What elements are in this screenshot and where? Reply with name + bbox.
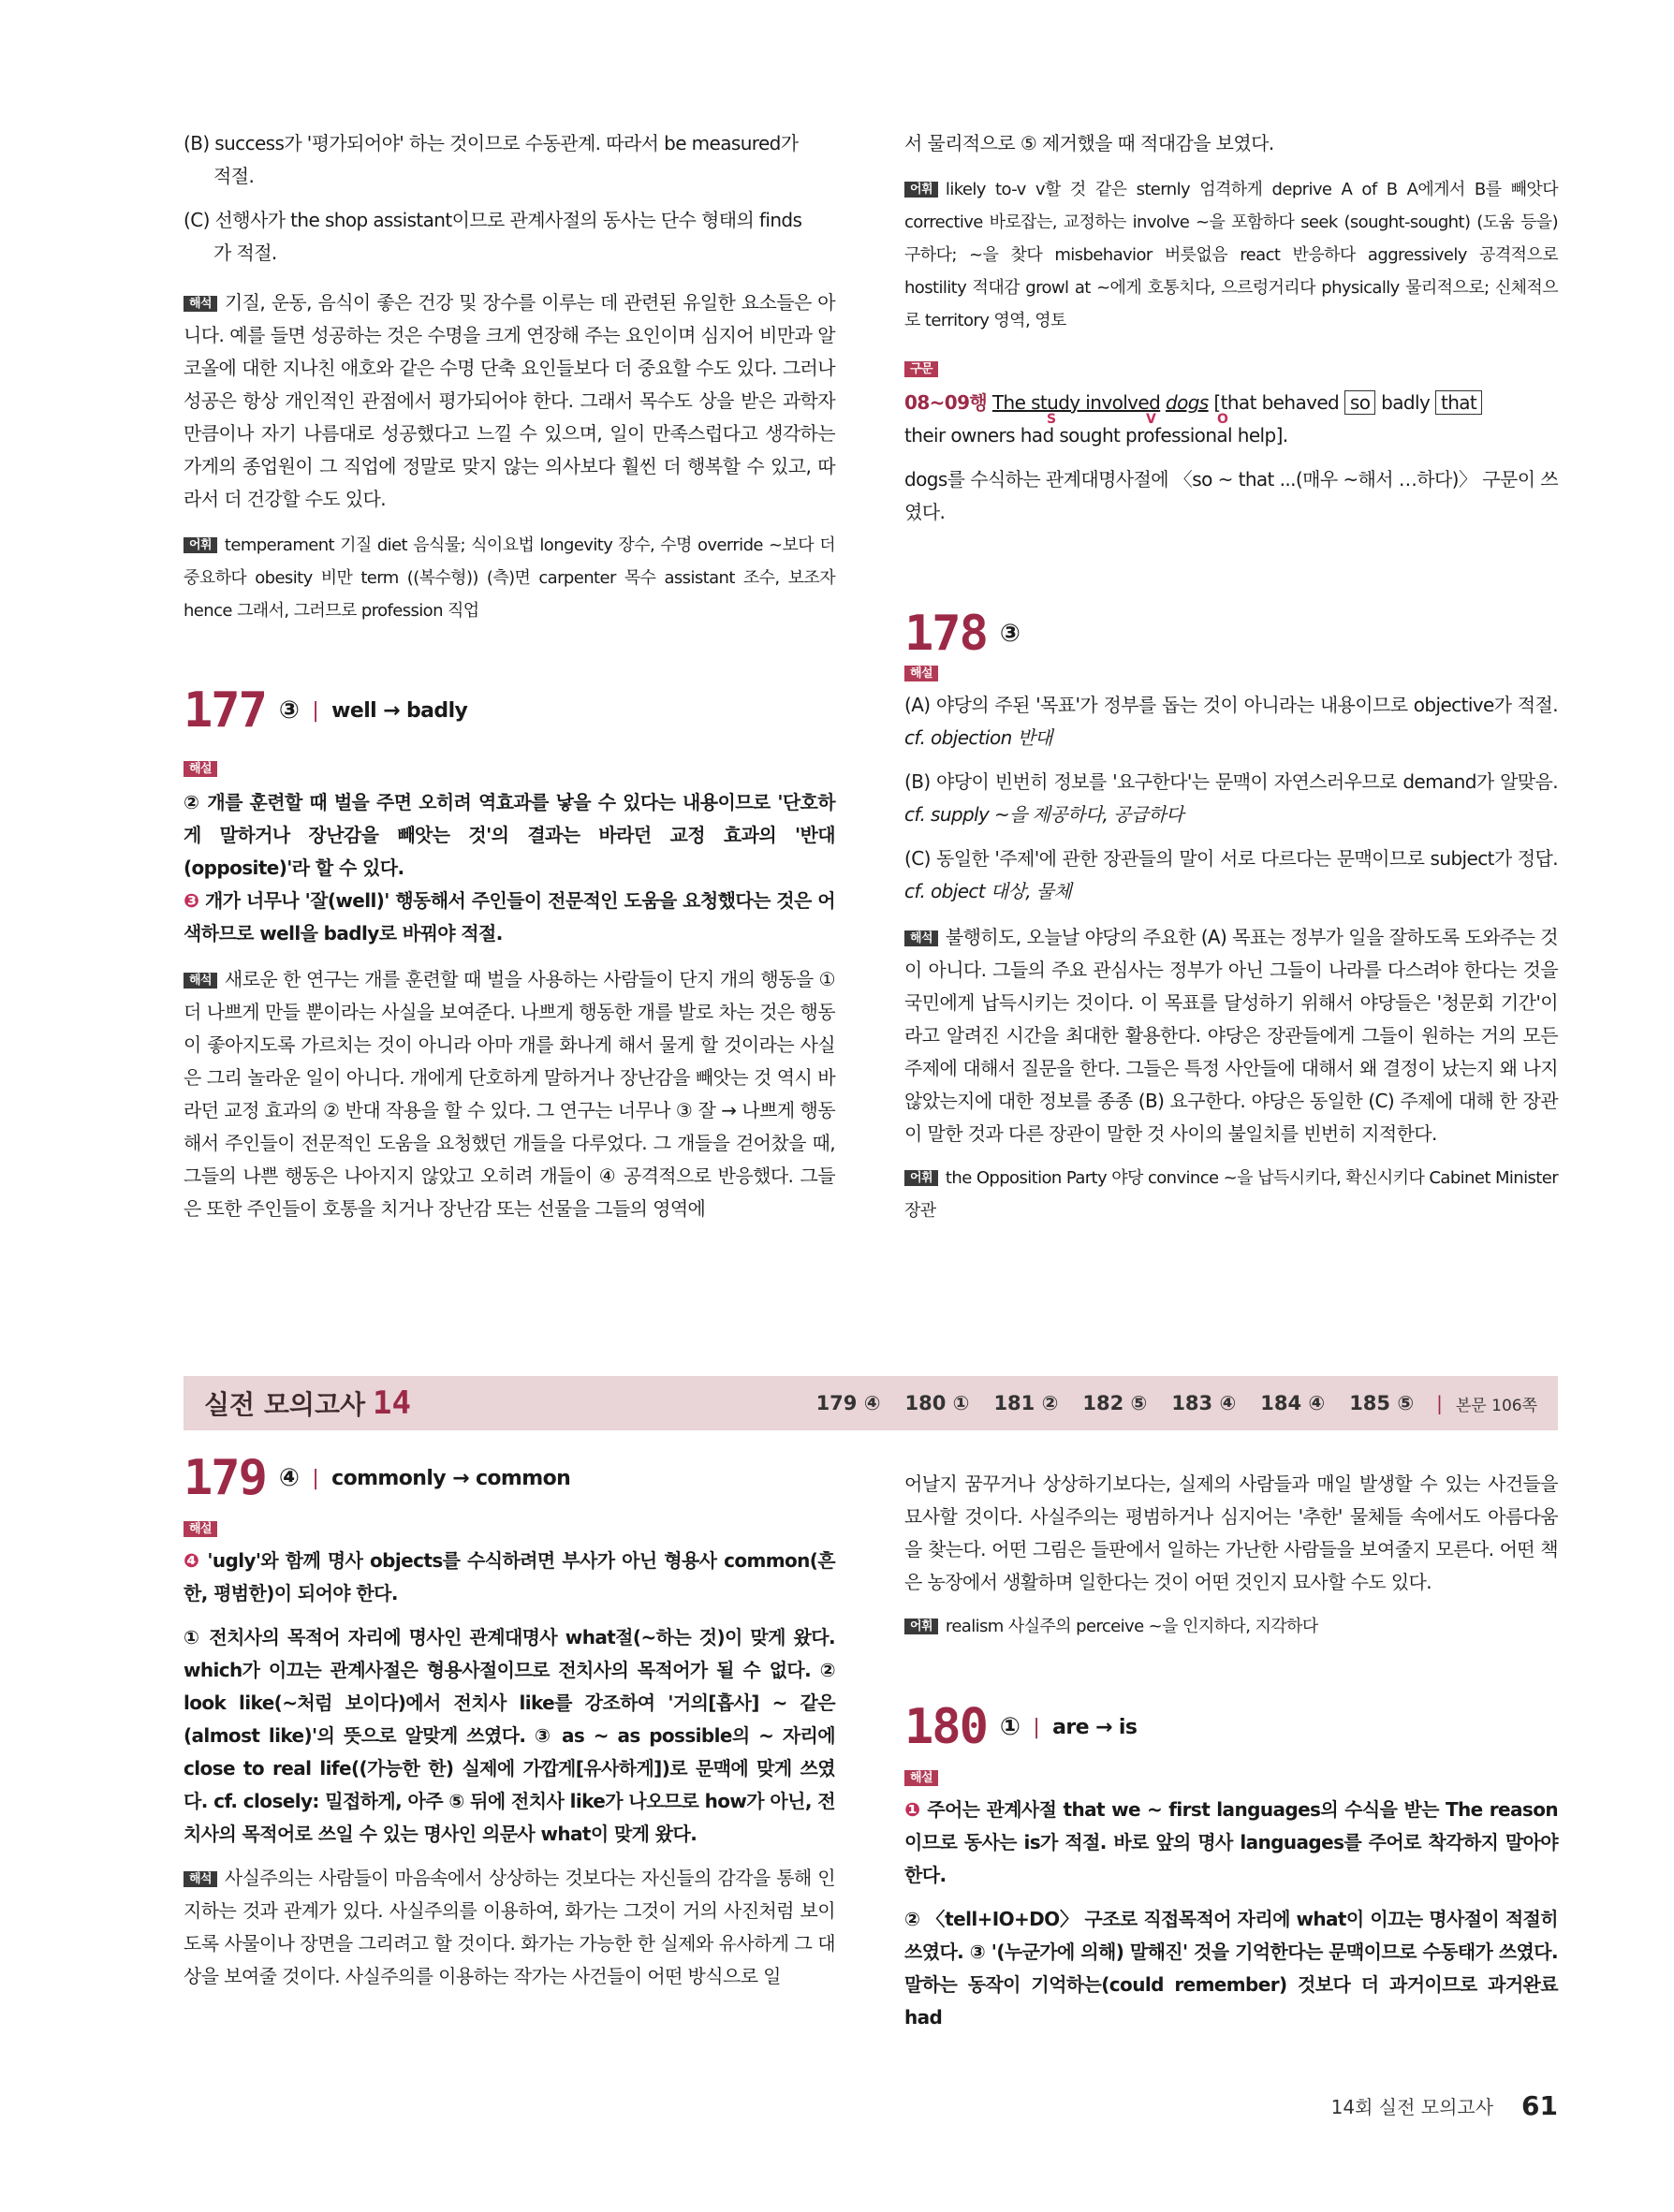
vocab-tag: 어휘	[184, 537, 217, 553]
syntax-note: dogs를 수식하는 관계대명사절에 〈so ~ that ...(매우 ~해서 …하다)〉 구문이 쓰였다.	[904, 468, 1558, 523]
correction: are → is	[1052, 1716, 1138, 1739]
page-reference: 본문 106쪽	[1455, 1396, 1537, 1415]
explanation-c: (C) 동일한 '주제'에 관한 장관들의 말이 서로 다르다는 문맥이므로 subject가 정답.	[904, 847, 1558, 870]
translation-continued: 어날지 꿈꾸거나 상상하기보다는, 실제의 사람들과 매일 발생할 수 있는 사건들을 묘사할 것이다. 사실주의는 평범하거나 심지어는 '추한' 물체들 속에서도 아름다움을 찾는다. 어떤 그림은 들판에서 일하는 가난한 사람들을 보여줄지 모른다. 어떤 책은 농장에서 생활하며 일한다는 것이 어떤 것인지 묘사할 수도 있다.	[904, 1472, 1558, 1593]
explanation-2: 개가 너무나 '잘(well)' 행동해서 주인들이 전문적인 도움을 요청했다는 것은 어색하므로 well을 badly로 바꿔야 적절.	[184, 889, 835, 945]
wrong-mark-icon: ❸	[184, 889, 199, 912]
c-explanation-line1: (C) 선행사가 the shop assistant이므로 관계사절의 동사는 단수 형태의 finds	[184, 209, 802, 231]
explanation-2: ② 〈tell+IO+DO〉 구조로 직접목적어 자리에 what이 이끄는 명사절이 적절히 쓰였다. ③ '(누군가에 의해) 말해진' 것을 기억한다는 문맥이므로 수동태가 쓰였다. 말하는 동작이 기억하는(could remember) 것보다 더 과거이므로 과거완료 had	[904, 1908, 1558, 2029]
answer-key-item: 182 ⑤	[1082, 1392, 1148, 1414]
translation-tag: 해석	[904, 930, 938, 946]
svo-s-label: S	[1047, 412, 1056, 427]
explanation-1: 'ugly'와 함께 명사 objects를 수식하려면 부사가 아닌 형용사 common(흔한, 평범한)이 되어야 한다.	[184, 1549, 835, 1604]
answer-key	[816, 1392, 1415, 1414]
divider: |	[312, 699, 319, 723]
answer-key-item: 183 ④	[1171, 1392, 1237, 1414]
page-number: 61	[1521, 2090, 1558, 2121]
wrong-mark-icon: ❹	[184, 1549, 200, 1572]
vocab-text: the Opposition Party 야당 convince ~을 납득시키다, 확신시키다 Cabinet Minister 장관	[904, 1168, 1558, 1221]
section-header-band	[184, 1376, 1558, 1430]
explanation-a-cf: cf. objection 반대	[904, 726, 1052, 749]
question-number: 179	[184, 1450, 266, 1506]
b-explanation-line2: 적절.	[213, 165, 255, 187]
question-180-header	[904, 1699, 1558, 1755]
correction: commonly → common	[331, 1467, 571, 1490]
vocab-tag: 어휘	[904, 182, 938, 198]
vocab-text: realism 사실주의 perceive ~을 인지하다, 지각하다	[945, 1617, 1318, 1636]
footer-label: 14회 실전 모의고사	[1330, 2096, 1494, 2118]
right-top-column	[904, 127, 1558, 529]
syntax-sentence	[904, 387, 1558, 452]
answer-key-item: 185 ⑤	[1349, 1392, 1415, 1414]
translation-tag: 해석	[184, 296, 217, 312]
vocab-tag: 어휘	[904, 1170, 938, 1186]
syntax-subject-verb: The study involved	[991, 391, 1161, 414]
question-179	[184, 1450, 835, 1993]
syntax-line-2: their owners had sought professional help].	[904, 424, 1288, 447]
answer-key-item: 179 ④	[815, 1392, 881, 1414]
answer-mark: ④	[278, 1464, 300, 1492]
syntax-that: that	[1435, 390, 1482, 415]
answer-key-item: 184 ④	[1260, 1392, 1326, 1414]
explanation-2: ① 전치사의 목적어 자리에 명사인 관계대명사 what절(~하는 것)이 맞게 왔다. which가 이끄는 관계사절은 형용사절이므로 전치사의 목적어가 될 수 없다. ② look like(~처럼 보이다)에서 전치사 like를 강조하여 '거의[흡사] ~ 같은(almost like)'의 뜻으로 알맞게 쓰였다. ③ as ~ as possible의 ~ 자리에 close to real life((가능한 한) 실제에 가깝게[유사하게])로 문맥에 맞게 쓰였다. cf. closely: 밀접하게, 아주 ⑤ 뒤에 전치사 like가 나오므로 how가 아닌, 전치사의 목적어로 쓰일 수 있는 명사인 의문사 what이 맞게 왔다.	[184, 1626, 835, 1845]
wrong-mark-icon: ❶	[904, 1798, 921, 1821]
explanation-a: (A) 야당의 주된 '목표'가 정부를 돕는 것이 아니라는 내용이므로 objective가 적절.	[904, 694, 1558, 716]
explanation-tag: 해설	[904, 1770, 938, 1786]
right-bottom-column	[904, 1468, 1558, 1643]
question-177	[184, 682, 835, 1225]
explanation-tag: 해설	[184, 761, 217, 777]
translation-text: 기질, 운동, 음식이 좋은 건강 및 장수를 이루는 데 관련된 유일한 요소들은 아니다. 예를 들면 성공하는 것은 수명을 크게 연장해 주는 요인이며 심지어 비만과 알코올에 대한 지나친 애호와 같은 수명 단축 요인들보다 더 중요할 수도 있다. 그러나 성공은 항상 개인적인 관점에서 평가되어야 한다. 그래서 목수도 상을 받은 과학자만큼이나 자기 나름대로 성공했다고 느낄 수 있으며, 일이 만족스럽다고 생각하는 가게의 종업원이 그 직업에 정말로 맞지 않는 의사보다 훨씬 더 행복할 수 있고, 따라서 더 건강할 수도 있다.	[184, 291, 835, 510]
vocab-text: likely to-v v할 것 같은 sternly 엄격하게 deprive A of B A에게서 B를 빼앗다 corrective 바로잡는, 교정하는 involve ~을 포함하다 seek (sought-sought) (도움 등을) 구하다; ~을 찾다 misbehavior 버릇없음 react 반응하다 aggressively 공격적으로 hostility 적대감 growl at ~에게 호통치다, 으르렁거리다 physically 물리적으로; 신체적으로 territory 영역, 영토	[904, 180, 1558, 330]
explanation-c-cf: cf. object 대상, 물체	[904, 880, 1072, 902]
question-179-header	[184, 1450, 835, 1506]
svo-v-label: V	[1146, 412, 1156, 427]
explanation-1: ② 개를 훈련할 때 벌을 주면 오히려 역효과를 낳을 수 있다는 내용이므로 '단호하게 말하거나 장난감을 빼앗는 것'의 결과는 바라던 교정 효과의 '반대(opposite)'라 할 수 있다.	[184, 791, 835, 879]
translation-text: 사실주의는 사람들이 마음속에서 상상하는 것보다는 자신들의 감각을 통해 인지하는 것과 관계가 있다. 사실주의를 이용하여, 화가는 그것이 거의 사진처럼 보이도록 사물이나 장면을 그리려고 할 것이다. 화가는 가능한 한 실제와 유사하게 그 대상을 보여줄 것이다. 사실주의를 이용하는 작가는 사건들이 어떤 방식으로 일	[184, 1867, 835, 1987]
translation-tag: 해석	[184, 1871, 217, 1887]
page-footer	[1331, 2090, 1558, 2121]
syntax-so: so	[1344, 390, 1375, 415]
correction: well → badly	[331, 699, 468, 723]
explanation-b-cf: cf. supply ~을 제공하다, 공급하다	[904, 803, 1183, 826]
question-number: 177	[184, 682, 266, 739]
translation-tag: 해석	[184, 973, 217, 989]
section-title: 실전 모의고사	[204, 1389, 366, 1420]
syntax-line-label: 08~09행	[904, 391, 988, 414]
question-number: 180	[904, 1699, 987, 1755]
divider: |	[1033, 1716, 1040, 1739]
question-178-header	[904, 606, 1558, 662]
answer-key-item: 181 ②	[993, 1392, 1059, 1414]
explanation-b: (B) 야당이 빈번히 정보를 '요구한다'는 문맥이 자연스러우므로 demand가 알맞음.	[904, 770, 1558, 793]
answer-mark: ①	[999, 1713, 1021, 1741]
left-top-column	[184, 127, 835, 627]
question-177-header	[184, 682, 835, 739]
answer-mark: ③	[278, 696, 300, 725]
b-explanation-line1: (B) success가 '평가되어야' 하는 것이므로 수동관계. 따라서 be measured가	[184, 132, 799, 154]
vocab-text: temperament 기질 diet 음식물; 식이요법 longevity 장수, 수명 override ~보다 더 중요하다 obesity 비만 term ((복수형)) (측)면 carpenter 목수 assistant 조수, 보조자 hence 그래서, 그러므로 profession 직업	[184, 535, 835, 621]
question-178	[904, 606, 1558, 1227]
syntax-object: dogs	[1165, 391, 1209, 414]
vocab-tag: 어휘	[904, 1619, 938, 1634]
answer-key-item: 180 ①	[904, 1392, 970, 1414]
syntax-clause-start: [that behaved	[1213, 391, 1340, 414]
band-divider: |	[1436, 1392, 1443, 1414]
c-explanation-line2: 가 적절.	[213, 242, 277, 264]
translation-continued: 서 물리적으로 ⑤ 제거했을 때 적대감을 보였다.	[904, 132, 1274, 154]
explanation-tag: 해설	[184, 1521, 217, 1537]
answer-mark: ③	[999, 620, 1021, 648]
svo-o-label: O	[1217, 412, 1228, 427]
question-180	[904, 1699, 1558, 2034]
translation-text: 불행히도, 오늘날 야당의 주요한 (A) 목표는 정부가 일을 잘하도록 도와주는 것이 아니다. 그들의 주요 관심사는 정부가 아닌 그들이 나라를 다스려야 한다는 것을 국민에게 납득시키는 것이다. 이 목표를 달성하기 위해서 야당들은 '청문회 기간'이라고 알려진 시간을 최대한 활용한다. 야당은 장관들에게 그들이 원하는 거의 모든 주제에 대해서 질문을 한다. 그들은 특정 사안들에 대해서 왜 결정이 났는지 왜 나지 않았는지에 대한 정보를 종종 (B) 요구한다. 야당은 동일한 (C) 주제에 대해 한 장관이 말한 것과 다른 장관이 말한 것 사이의 불일치를 빈번히 지적한다.	[904, 926, 1558, 1145]
divider: |	[312, 1467, 319, 1490]
section-number: 14	[373, 1384, 411, 1422]
syntax-tag: 구문	[904, 361, 938, 377]
explanation-tag: 해설	[904, 666, 938, 681]
translation-text: 새로운 한 연구는 개를 훈련할 때 벌을 사용하는 사람들이 단지 개의 행동을 ① 더 나쁘게 만들 뿐이라는 사실을 보여준다. 나쁘게 행동한 개를 발로 차는 것은 행동이 좋아지도록 가르치는 것이 아니라 아마 개를 화나게 해서 물게 할 것이라는 사실은 그리 놀라운 일이 아니다. 개에게 단호하게 말하거나 장난감을 빼앗는 것 역시 바라던 교정 효과의 ② 반대 작용을 할 수 있다. 그 연구는 너무나 ③ 잘 → 나쁘게 행동해서 주인들이 전문적인 도움을 요청했던 개들을 다루었다. 그 개들을 걷어찼을 때, 그들의 나쁜 행동은 나아지지 않았고 오히려 개들이 ④ 공격적으로 반응했다. 그들은 또한 주인들이 호통을 치거나 장난감 또는 선물을 그들의 영역에	[184, 968, 835, 1220]
explanation-1: 주어는 관계사절 that we ~ first languages의 수식을 받는 The reason이므로 동사는 is가 적절. 바로 앞의 명사 languages를 주어로 착각하지 말아야 한다.	[904, 1798, 1558, 1886]
question-number: 178	[904, 606, 987, 662]
syntax-badly: badly	[1381, 391, 1431, 414]
